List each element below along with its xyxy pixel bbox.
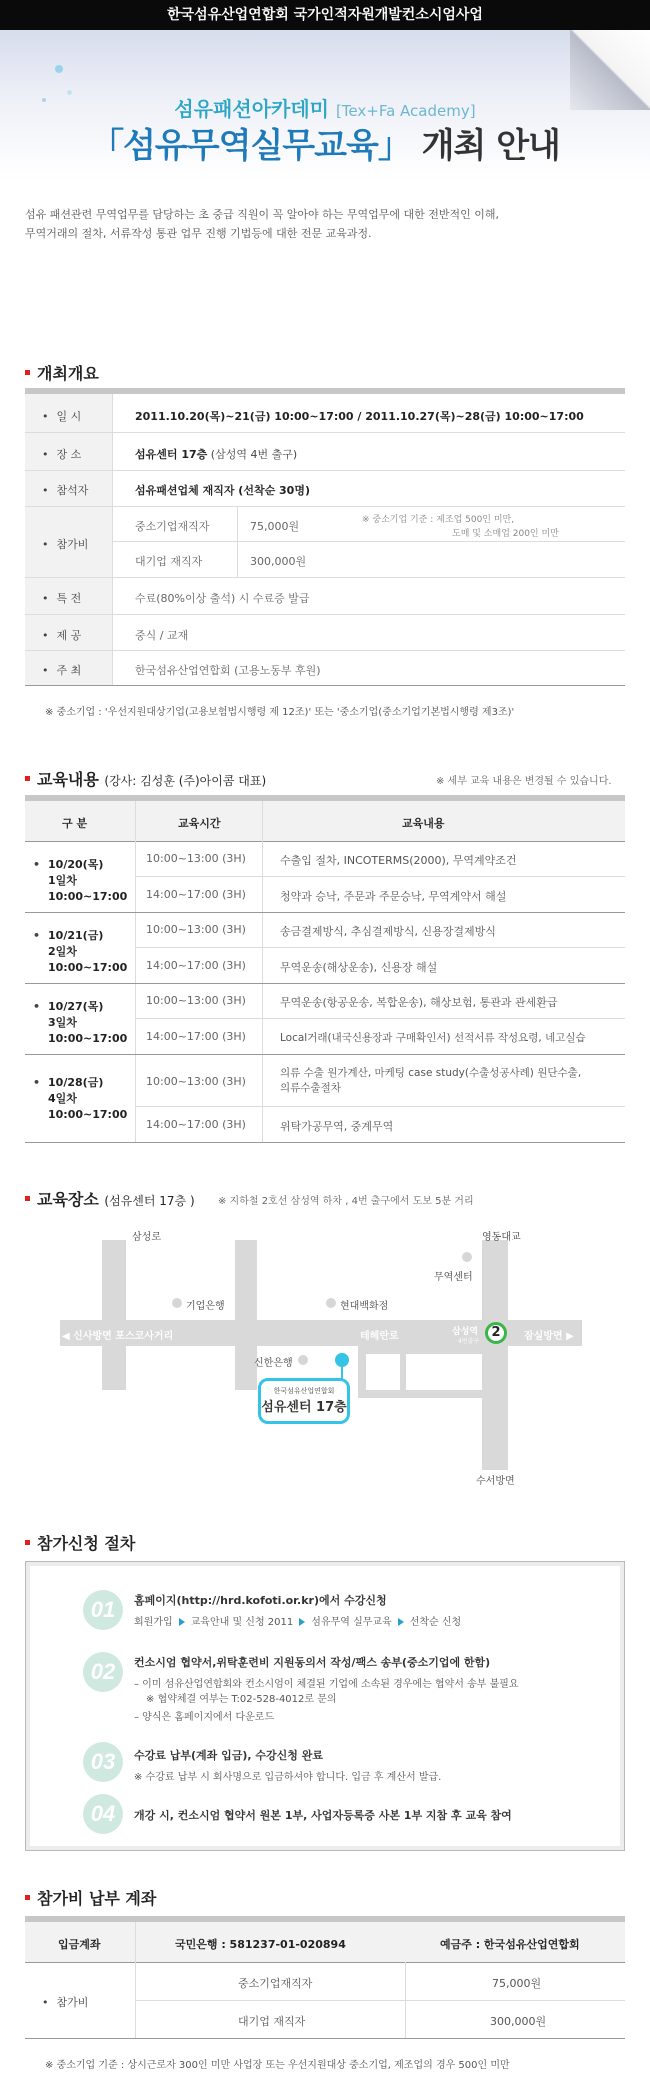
label-suseo: 수서방면 [476,1476,515,1487]
row-divider [25,650,625,651]
session-content: 무역운송(해상운송), 신용장 해설 [280,961,438,974]
academy-name-en: [Tex+Fa Academy] [335,102,476,120]
col-header-content: 교육내용 [402,817,445,830]
day-divider [25,912,625,913]
day-number: 1일차 [48,874,77,887]
curriculum-lecturer: (강사: 김성훈 (주)아이콤 대표) [104,774,267,788]
row-divider [135,1106,625,1107]
day-divider [25,983,625,984]
intro-text [25,205,625,243]
procedure-box [25,1561,625,1851]
road-side [358,1390,482,1398]
day-date: • 10/20(목) [33,857,127,873]
session-content: 수출입 절차, INCOTERMS(2000), 무역계약조건 [280,854,517,867]
day-date: • 10/21(금) [33,928,127,944]
row-divider [135,1018,625,1019]
day-time: 10:00~17:00 [48,1032,128,1045]
day-number: 4일차 [48,1092,77,1105]
fee-large-label: 대기업 재직자 [135,555,203,568]
line-2-station-icon: 2 [485,1322,507,1344]
row-label-benefit: • 특 전 [42,590,81,606]
label-samsung-ro: 삼성로 [132,1232,161,1243]
day-2-label [33,928,127,976]
header-underline [25,841,625,842]
session-content: 무역운송(항공운송, 복합운송), 해상보험, 통관과 관세환급 [280,996,558,1009]
table-top-bar [25,388,625,394]
label-jamsil: 잠실방면 ▶ [524,1331,574,1342]
row-divider [25,577,625,578]
step-2-detail-1: – 이미 섬유산업연합회와 컨소시엄이 체결된 기업에 소속된 경우에는 협약서 송부 불필요 [134,1679,519,1690]
column-divider [112,394,113,685]
column-divider [135,1922,136,2038]
destination-callout [258,1378,350,1424]
label-ibk: 기업은행 [186,1301,225,1312]
label-samsung-station: 삼성역 [452,1327,479,1337]
flow-item: 교육안내 및 신청 2011 [190,1617,294,1628]
curriculum-header-row [25,801,625,841]
step-2-detail-2: ※ 협약체결 여부는 T:02-528-4012로 문의 [146,1694,337,1705]
section-heading-overview: 개최개요 [25,361,99,384]
label-trade-center: 무역센터 [434,1272,473,1283]
col-header-category: 구 분 [62,817,88,830]
road-side [358,1346,482,1354]
landmark-dot [172,1298,182,1308]
road-samsung-ro [102,1240,126,1390]
row-divider [135,2000,625,2001]
provide-value: 중식 / 교재 [135,629,189,642]
session-content: Local거래(내국신용장과 구매확인서) 선적서류 작성요령, 네고실습 [280,1032,586,1044]
session-content-line: 의류수출절차 [280,1082,341,1094]
intro-line-2: 무역거래의 절차, 서류작성 통관 업무 진행 기법등에 대한 전문 교육과정. [25,227,372,240]
session-content: 청약과 승낙, 주문과 주문승낙, 무역계약서 해설 [280,890,507,903]
day-3-label [33,999,127,1047]
fee-large-value: 300,000원 [250,555,307,568]
intro-line-1: 섬유 패션관련 무역업무를 담당하는 초 중급 직원이 꼭 알아야 하는 무역업무에 대한 전반적인 이해, [25,208,499,221]
step-1-title: 홈페이지(http://hrd.kofoti.or.kr)에서 수강신청 [134,1594,387,1607]
row-label-host: • 주 최 [42,662,81,678]
location-marker-icon [335,1353,349,1367]
road-yeongdong [482,1240,508,1470]
academy-name: 섬유패션아카데미 [174,97,329,121]
row-divider [25,506,625,507]
account-holder: 예금주 : 한국섬유산업연합회 [440,1938,580,1951]
col-header-time: 교육시간 [178,817,221,830]
day-date: • 10/28(금) [33,1075,127,1091]
title-bracket-open: 「 [90,126,124,166]
session-time: 10:00~13:00 (3H) [146,1075,246,1088]
landmark-dot [462,1252,472,1262]
host-value: 한국섬유산업연합회 (고용노동부 후원) [135,664,321,677]
day-4-label [33,1075,127,1123]
table-bottom-line [25,2038,625,2039]
fee-sme-value: 75,000원 [250,520,300,533]
day-time: 10:00~17:00 [48,890,128,903]
row-divider [25,470,625,471]
session-time: 10:00~13:00 (3H) [146,994,246,1007]
step-2-title: 컨소시엄 협약서,위탁훈련비 지원동의서 작성/팩스 송부(중소기업에 한함) [134,1656,491,1669]
label-teheran: 테헤란로 [360,1331,399,1342]
table-bottom-line [25,685,625,686]
step-number-3: 03 [83,1742,123,1782]
label-sinsa: ◀ 신사방면 포스코사거리 [62,1331,174,1342]
column-divider [237,506,238,577]
title-rest: 개최 안내 [410,126,560,166]
section-heading-curriculum [25,767,266,790]
step-number-1: 01 [83,1590,123,1630]
callout-org: 한국섬유산업연합회 [273,1387,335,1395]
location-map [60,1232,590,1487]
session-time: 10:00~13:00 (3H) [146,852,246,865]
bank-account: 국민은행 : 581237-01-020894 [175,1938,346,1951]
row-label-provide: • 제 공 [42,627,81,643]
table-bottom-line [25,1142,625,1143]
road-side [358,1354,366,1390]
day-divider [25,1054,625,1055]
session-time: 14:00~17:00 (3H) [146,1118,246,1131]
step-3-detail: ※ 수강료 납부 시 회사명으로 입금하셔야 합니다. 입금 후 계산서 발급. [134,1772,442,1783]
title-bracket-close: 」 [377,126,411,166]
top-banner: 한국섬유산업연합회 국가인적자원개발컨소시엄사업 [0,0,650,30]
fee-label: • 참가비 [42,1994,88,2010]
section-heading-location [25,1187,195,1210]
fee-sme-label: 중소기업재직자 [135,520,210,533]
place-value [135,446,297,462]
location-note: ※ 지하철 2호선 삼성역 하차 , 4번 출구에서 도보 5분 거리 [218,1196,474,1207]
row-label-target: • 참석자 [42,482,88,498]
arrow-right-icon [398,1618,404,1626]
row-label-date: • 일 시 [42,408,81,424]
callout-building: 섬유센터 17층 [261,1400,347,1415]
row-divider [135,947,625,948]
account-label: 입금계좌 [58,1938,101,1951]
row-divider [25,614,625,615]
row-label-fee: • 참가비 [42,536,88,552]
session-time: 14:00~17:00 (3H) [146,1030,246,1043]
day-number: 3일차 [48,1016,77,1029]
flow-item: 회원가입 [134,1617,173,1628]
day-time: 10:00~17:00 [48,961,128,974]
decorative-dot [55,65,63,73]
date-value: 2011.10.20(목)~21(금) 10:00~17:00 / 2011.10.27(목)~28(금) 10:00~17:00 [135,410,584,423]
step-1-flow [134,1613,461,1628]
overview-footnote: ※ 중소기업 : '우선지원대상기업(고용보험법시행령 제 12조)' 또는 '중소기업(중소기업기본법시행령 제3조)' [45,707,515,718]
step-number-2: 02 [83,1652,123,1692]
location-title: 교육장소 [37,1190,99,1209]
day-date: • 10/27(목) [33,999,127,1015]
session-content: 위탁가공무역, 중계무역 [280,1120,394,1133]
row-divider [135,876,625,877]
session-content-line: 의류 수출 원가계산, 마케팅 case study(수출성공사례) 원단수출, [280,1067,582,1079]
column-divider [135,801,136,1142]
label-exit: 4번출구 [458,1338,480,1345]
arrow-right-icon [299,1618,305,1626]
sme-fee: 75,000원 [492,1977,542,1990]
page-title [0,118,650,167]
place-rest: (삼성역 4번 출구) [207,448,298,461]
step-number-4: 04 [83,1794,123,1834]
label-hyundai: 현대백화점 [340,1301,389,1312]
landmark-dot [298,1355,308,1365]
target-value: 섬유패션업체 재직자 (선착순 30명) [135,484,310,497]
day-1-label [33,857,127,905]
road-side [400,1354,406,1390]
row-divider [112,541,625,542]
benefit-value: 수료(80%이상 출석) 시 수료증 발급 [135,592,310,605]
location-sub: (섬유센터 17층 ) [104,1194,195,1208]
label-yeongdong: 영동대교 [482,1232,521,1243]
large-label: 대기업 재직자 [238,2015,306,2028]
section-heading-procedure: 참가신청 절차 [25,1531,135,1554]
session-content: 송금결제방식, 추심결제방식, 신용장결제방식 [280,925,496,938]
fee-note-2: 도매 및 소매업 200인 미만 [452,529,559,539]
step-2-detail-3: – 양식은 홈페이지에서 다운로드 [134,1712,275,1723]
row-label-place: • 장 소 [42,446,81,462]
flow-item: 선착순 신청 [409,1617,462,1628]
day-number: 2일차 [48,945,77,958]
flow-item: 섬유무역 실무교육 [311,1617,392,1628]
row-divider [25,432,625,433]
fee-note-1: ※ 중소기업 기준 : 제조업 500인 미만, [362,515,515,525]
step-4-title: 개강 시, 컨소시엄 협약서 원본 1부, 사업자등록증 사본 1부 지참 후 교육 참여 [134,1809,512,1822]
section-heading-payment: 참가비 납부 계좌 [25,1886,156,1909]
sme-label: 중소기업재직자 [238,1977,313,1990]
landmark-dot [326,1298,336,1308]
session-time: 14:00~17:00 (3H) [146,959,246,972]
curriculum-title: 교육내용 [37,770,99,789]
large-fee: 300,000원 [490,2015,547,2028]
header-underline [25,1962,625,1963]
session-time: 14:00~17:00 (3H) [146,888,246,901]
label-sinhan: 신한은행 [254,1358,293,1369]
day-time: 10:00~17:00 [48,1108,128,1121]
session-time: 10:00~13:00 (3H) [146,923,246,936]
column-divider [262,801,263,1142]
place-bold: 섬유센터 17층 [135,448,208,461]
arrow-right-icon [179,1618,185,1626]
session-content [280,1066,581,1096]
payment-footnote: ※ 중소기업 기준 : 상시근로자 300인 미만 사업장 또는 우선지원대상 중소기업, 제조업의 경우 500인 미만 [45,2060,510,2071]
curriculum-note: ※ 세부 교육 내용은 변경될 수 있습니다. [436,776,612,787]
step-3-title: 수강료 납부(계좌 입금), 수강신청 완료 [134,1749,323,1762]
title-main: 섬유무역실무교육 [123,126,378,166]
